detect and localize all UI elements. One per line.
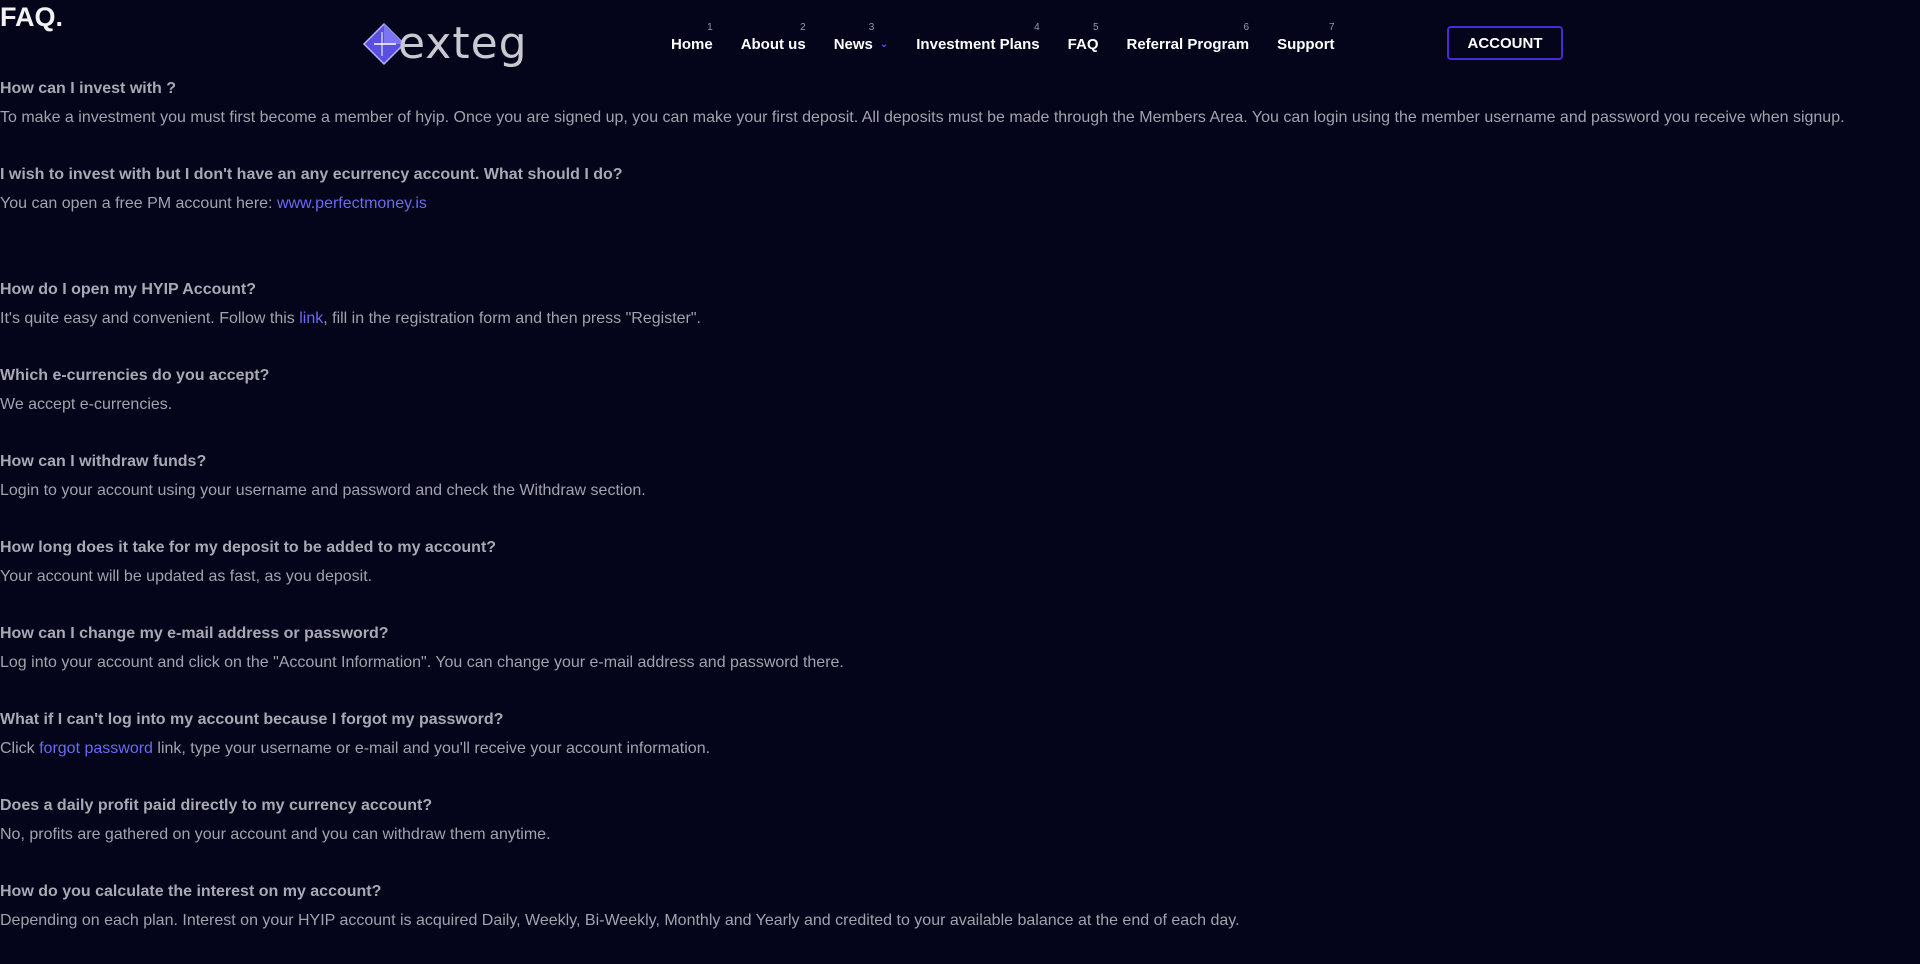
- nav-number: 2: [800, 22, 806, 33]
- nav-number: 6: [1243, 22, 1250, 33]
- nav-label: Home: [671, 36, 713, 53]
- nav-number: 7: [1329, 22, 1335, 33]
- nav-number: 1: [707, 22, 713, 33]
- faq-question: What if I can't log into my account because I forgot my password?: [0, 711, 504, 728]
- nav-number: 3: [868, 22, 875, 33]
- faq-item: [0, 75, 1845, 161]
- nav-label: FAQ: [1067, 36, 1099, 53]
- nav-faq[interactable]: [1068, 22, 1099, 53]
- perfectmoney-link[interactable]: www.perfectmoney.is: [276, 195, 427, 212]
- faq-question: How do you calculate the interest on my account?: [0, 883, 382, 900]
- faq-item: [0, 620, 1845, 706]
- faq-answer: Your account will be updated as fast, as you deposit.: [0, 568, 373, 585]
- faq-item: [0, 534, 1845, 620]
- faq-answer: We accept e-currencies.: [0, 396, 173, 413]
- faq-answer: Depending on each plan. Interest on your HYIP account is acquired Daily, Weekly, Bi-Weekly, Monthly and Yearly and credited to your available balance at the end of each day.: [0, 912, 1240, 929]
- faq-answer: Log into your account and click on the "Account Information". You can change your e-mail address and password there.: [0, 654, 844, 671]
- answer-text: You can open a free PM account here:: [0, 195, 277, 212]
- faq-question: How can I withdraw funds?: [0, 453, 207, 470]
- answer-text: It's quite easy and convenient. Follow this: [0, 310, 300, 327]
- nav-support[interactable]: [1277, 22, 1335, 53]
- faq-answer: [0, 734, 1845, 763]
- faq-item: [0, 706, 1845, 792]
- nav-number: 4: [1034, 22, 1040, 33]
- account-button[interactable]: ACCOUNT: [1447, 26, 1563, 60]
- nav-label: News: [833, 36, 873, 53]
- nav-label: Investment Plans: [916, 36, 1040, 53]
- nav-home[interactable]: [671, 22, 713, 53]
- faq-question: Which e-currencies do you accept?: [0, 367, 270, 384]
- logo-text: exteg: [398, 18, 528, 69]
- faq-item: [0, 161, 1845, 276]
- faq-question: How long does it take for my deposit to be added to my account?: [0, 539, 497, 556]
- nav-label: Support: [1277, 36, 1335, 53]
- faq-answer: To make a investment you must first become a member of hyip. Once you are signed up, you can make your first deposit. All deposits must be made through the Members Area. You can login using the member username and password you receive when signup.: [0, 109, 1845, 126]
- nav-label: Referral Program: [1126, 36, 1250, 53]
- nav-label: About us: [740, 36, 806, 53]
- faq-question: How can I change my e-mail address or password?: [0, 625, 389, 642]
- faq-answer: [0, 189, 1845, 218]
- faq-question: How can I invest with ?: [0, 80, 177, 97]
- nav-referral-program[interactable]: [1127, 22, 1250, 53]
- faq-answer: Login to your account using your username and password and check the Withdraw section.: [0, 482, 646, 499]
- registration-link[interactable]: link: [299, 310, 324, 327]
- nav-news[interactable]: [834, 22, 889, 53]
- nav-about-us[interactable]: [741, 22, 806, 53]
- faq-question: How do I open my HYIP Account?: [0, 281, 257, 298]
- faq-answer: No, profits are gathered on your account and you can withdraw them anytime.: [0, 826, 551, 843]
- answer-text: Click: [0, 740, 40, 757]
- answer-text: , fill in the registration form and then press "Register".: [323, 310, 701, 327]
- main-nav: [671, 22, 1335, 53]
- answer-text: link, type your username or e-mail and you'll receive your account information.: [152, 740, 711, 757]
- faq-item: [0, 878, 1845, 964]
- faq-answer: [0, 304, 1845, 333]
- faq-question: I wish to invest with but I don't have an any ecurrency account. What should I do?: [0, 166, 623, 183]
- forgot-password-link[interactable]: forgot password: [39, 740, 153, 757]
- faq-item: [0, 448, 1845, 534]
- nav-investment-plans[interactable]: [916, 22, 1039, 53]
- logo[interactable]: [362, 18, 528, 69]
- faq-item: [0, 792, 1845, 878]
- chevron-down-icon: ⌄: [879, 39, 889, 50]
- page-title: FAQ.: [0, 2, 64, 32]
- faq-item: [0, 362, 1845, 448]
- faq-item: [0, 276, 1845, 362]
- faq-question: Does a daily profit paid directly to my currency account?: [0, 797, 433, 814]
- nav-number: 5: [1092, 22, 1099, 33]
- faq-list: [0, 75, 1845, 964]
